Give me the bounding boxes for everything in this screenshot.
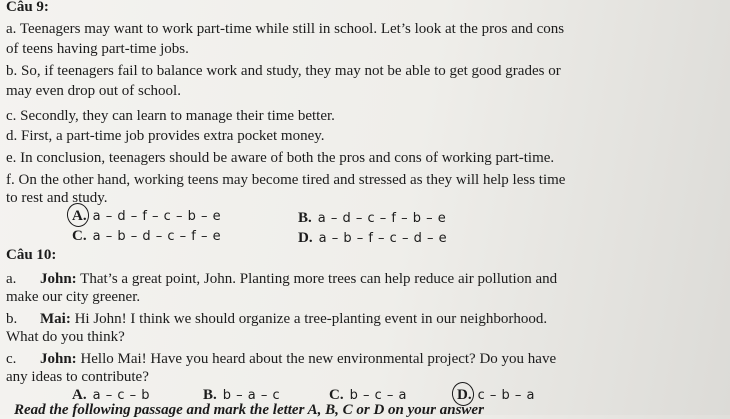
option-sequence: b – c – a xyxy=(349,388,407,403)
q9-option-b[interactable] xyxy=(298,209,446,228)
q10-item-b-line1 xyxy=(6,310,547,328)
q9-item-f-line2: to rest and study. xyxy=(6,190,108,206)
dialogue-text: Hi John! I think we should organize a tree-planting event in our neighborhood. xyxy=(74,311,548,327)
option-letter: C. xyxy=(72,228,87,244)
option-sequence: b – a – c xyxy=(222,388,281,403)
q10-item-c-line1 xyxy=(6,350,556,368)
option-sequence: a – d – f – c – b – e xyxy=(92,209,222,224)
q9-item-b-line1: b. So, if teenagers fail to balance work and study, they may not be able to get good grades or xyxy=(6,63,561,79)
option-sequence: a – b – f – c – d – e xyxy=(318,231,448,246)
q10-item-a-line2: make our city greener. xyxy=(6,289,141,305)
option-sequence: a – b – d – c – f – e xyxy=(92,229,222,244)
speaker-name: John: xyxy=(40,271,77,287)
q10-item-b-line2: What do you think? xyxy=(6,329,125,345)
q9-item-f-line1: f. On the other hand, working teens may become tired and stressed as they will help less time xyxy=(6,172,566,188)
q9-item-d: d. First, a part-time job provides extra pocket money. xyxy=(6,128,325,144)
question-10-title: Câu 10: xyxy=(6,247,57,263)
q9-option-a[interactable] xyxy=(72,207,221,226)
option-letter: B. xyxy=(203,387,217,403)
option-letter: D. xyxy=(457,386,472,404)
option-letter: A. xyxy=(72,207,87,225)
option-letter: B. xyxy=(298,210,312,226)
q9-option-d[interactable] xyxy=(298,229,447,248)
dialogue-text: Hello Mai! Have you heard about the new environmental project? Do you have xyxy=(80,351,557,367)
q9-item-c: c. Secondly, they can learn to manage their time better. xyxy=(6,108,335,124)
q10-item-c-line2: any ideas to contribute? xyxy=(6,369,149,385)
q9-item-e: e. In conclusion, teenagers should be aware of both the pros and cons of working part-time. xyxy=(6,150,555,166)
option-sequence: a – d – c – f – b – e xyxy=(317,211,447,226)
option-sequence: c – b – a xyxy=(477,388,535,403)
item-label: b. xyxy=(6,311,18,327)
item-label: a. xyxy=(6,271,17,287)
item-label: c. xyxy=(6,351,17,367)
speaker-name: Mai: xyxy=(40,311,71,327)
dialogue-text: That’s a great point, John. Planting more trees can help reduce air pollution and xyxy=(80,271,558,287)
next-section-instruction: Read the following passage and mark the letter A, B, C or D on your answer xyxy=(14,402,484,418)
speaker-name: John: xyxy=(40,351,77,367)
q9-option-c[interactable] xyxy=(72,227,221,246)
option-letter: A. xyxy=(72,387,87,403)
option-letter: D. xyxy=(298,230,313,246)
option-sequence: a – c – b xyxy=(92,388,150,403)
option-letter: C. xyxy=(329,387,344,403)
question-9-title: Câu 9: xyxy=(6,0,49,15)
q9-item-a-line1: a. Teenagers may want to work part-time while still in school. Let’s look at the pros and cons xyxy=(6,21,565,37)
q9-item-a-line2: of teens having part-time jobs. xyxy=(6,41,189,57)
q9-item-b-line2: may even drop out of school. xyxy=(6,83,181,99)
q10-item-a-line1 xyxy=(6,270,557,288)
